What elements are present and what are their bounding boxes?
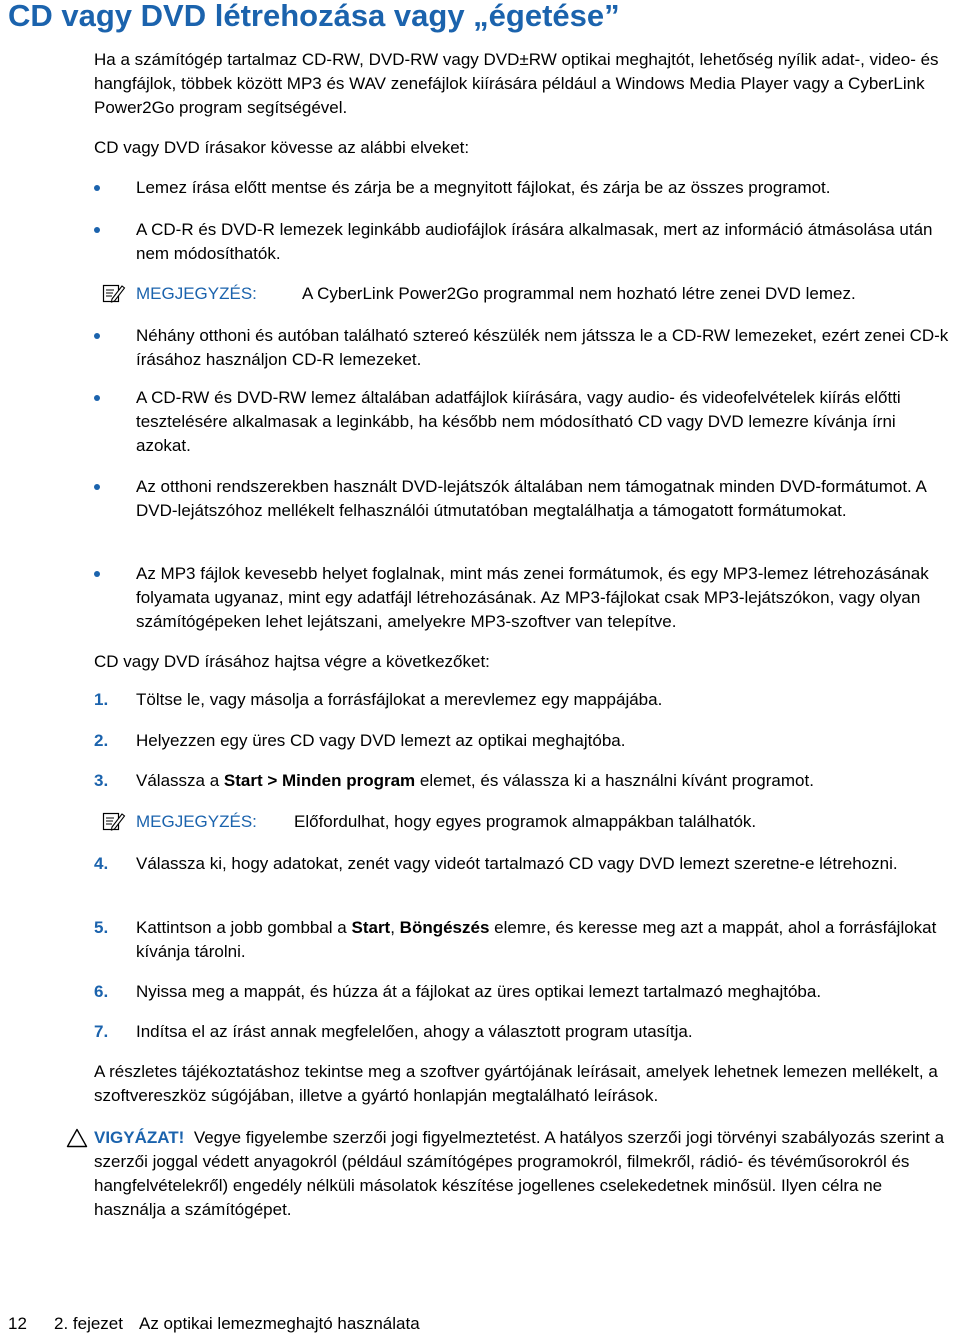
steps-lead: CD vagy DVD írásához hajtsa végre a következőket: bbox=[94, 652, 490, 671]
menu-term: Start bbox=[351, 918, 391, 937]
step-number: 7. bbox=[94, 1022, 109, 1041]
step-item bbox=[94, 852, 952, 876]
step-number: 1. bbox=[94, 690, 109, 709]
page-footer bbox=[8, 1312, 420, 1336]
step-text bbox=[136, 769, 952, 793]
step-text-part: elemre, és keresse meg azt a mappát, ahol a forrásfájlokat kívánja tárolni. bbox=[136, 918, 937, 961]
caution-triangle-icon bbox=[66, 1128, 88, 1155]
menu-separator: > bbox=[262, 771, 282, 790]
note-text: Előfordulhat, hogy egyes programok almappákban találhatók. bbox=[294, 812, 757, 831]
step-item bbox=[94, 688, 952, 712]
note-text: A CyberLink Power2Go programmal nem hozható létre zenei DVD lemez. bbox=[302, 284, 856, 303]
list-item bbox=[94, 386, 952, 458]
chapter-title: Az optikai lemezmeghajtó használata bbox=[139, 1314, 420, 1333]
step-text: Helyezzen egy üres CD vagy DVD lemezt az optikai meghajtóba. bbox=[136, 731, 626, 750]
list-item bbox=[94, 324, 952, 372]
intro-paragraph: Ha a számítógép tartalmaz CD-RW, DVD-RW vagy DVD±RW optikai meghajtót, lehetőség nyílik adat-, video- és hangfájlok, többek között MP3 és WAV zenefájlok kiírására például a Windows Media Player vagy a CyberLink Power2Go program segítségével. bbox=[94, 50, 939, 117]
bullet-dot-icon bbox=[94, 333, 100, 339]
step-number: 2. bbox=[94, 731, 109, 750]
step-text-part: Válassza a bbox=[136, 771, 224, 790]
step-item bbox=[94, 980, 952, 1004]
menu-term: Start bbox=[223, 771, 263, 790]
chapter-label: 2. fejezet bbox=[54, 1314, 123, 1333]
note-block bbox=[102, 282, 952, 306]
page-number: 12 bbox=[8, 1314, 27, 1333]
list-item bbox=[94, 475, 952, 523]
page-title: CD vagy DVD létrehozása vagy „égetése” bbox=[8, 0, 620, 33]
note-block bbox=[102, 810, 952, 834]
list-item-text: Az otthoni rendszerekben használt DVD-lejátszók általában nem támogatnak minden DVD-formátumot. A DVD-lejátszóhoz mellékelt felhasználói útmutatóban megtalálhatja a támogatott formátumokat. bbox=[136, 477, 926, 520]
step-number: 5. bbox=[94, 918, 109, 937]
step-item bbox=[94, 916, 952, 964]
more-info-paragraph: A részletes tájékoztatáshoz tekintse meg a szoftver gyártójának leírásait, amelyek lehetnek lemezen mellékelt, a szoftvereszköz súgójában, illetve a gyártó honlapján megtalálható leírások. bbox=[94, 1062, 938, 1105]
list-item-text: A CD-R és DVD-R lemezek leginkább audiofájlok írására alkalmasak, mert az információ átmásolása után nem módosíthatók. bbox=[136, 220, 933, 263]
list-item-text: Néhány otthoni és autóban található sztereó készülék nem játssza le a CD-RW lemezeket, ezért zenei CD-k írásához használjon CD-R lemezeket. bbox=[136, 326, 949, 369]
step-text: Nyissa meg a mappát, és húzza át a fájlokat az üres optikai lemezt tartalmazó meghajtóba. bbox=[136, 982, 822, 1001]
step-text: Válassza ki, hogy adatokat, zenét vagy videót tartalmazó CD vagy DVD lemezt szeretne-e létrehozni. bbox=[136, 854, 898, 873]
step-item bbox=[94, 769, 952, 793]
caution-content bbox=[94, 1128, 944, 1219]
note-pencil-icon bbox=[102, 810, 126, 839]
list-item-text: Lemez írása előtt mentse és zárja be a megnyitott fájlokat, és zárja be az összes programot. bbox=[136, 178, 831, 197]
list-item-text: A CD-RW és DVD-RW lemez általában adatfájlok kiírására, vagy audio- és videofelvételek kiírás előtti tesztelésére alkalmasak a leginkább, ha később nem módosítható CD vagy DVD lemezre kívánja írni azokat. bbox=[136, 388, 901, 455]
list-item bbox=[94, 218, 952, 266]
step-item bbox=[94, 1020, 952, 1044]
guidelines-lead: CD vagy DVD írásakor kövesse az alábbi elveket: bbox=[94, 138, 470, 157]
caution-label: VIGYÁZAT! bbox=[94, 1128, 185, 1147]
step-text-part: Kattintson a jobb gombbal a bbox=[136, 918, 352, 937]
step-text-part: , bbox=[390, 918, 400, 937]
note-label: MEGJEGYZÉS: bbox=[136, 812, 257, 831]
step-number: 3. bbox=[94, 771, 109, 790]
list-item bbox=[94, 176, 952, 200]
list-item-text: Az MP3 fájlok kevesebb helyet foglalnak, mint más zenei formátumok, és egy MP3-lemez létrehozásának folyamata ugyanaz, mint egy adatfájl létrehozásának. Az MP3-fájlokat csak MP3-lejátszókon, vagy olyan számítógépeken lehet lejátszani, amelyekre MP3-szoftver van telepítve. bbox=[136, 564, 929, 631]
step-number: 4. bbox=[94, 854, 109, 873]
step-text: Indítsa el az írást annak megfelelően, ahogy a választott program utasítja. bbox=[136, 1022, 693, 1041]
list-item bbox=[94, 562, 952, 634]
bullet-dot-icon bbox=[94, 185, 100, 191]
step-text: Töltse le, vagy másolja a forrásfájlokat a merevlemez egy mappájába. bbox=[136, 690, 663, 709]
bullet-dot-icon bbox=[94, 227, 100, 233]
menu-term: Böngészés bbox=[399, 918, 490, 937]
bullet-dot-icon bbox=[94, 571, 100, 577]
caution-text: Vegye figyelembe szerzői jogi figyelmeztetést. A hatályos szerzői jogi törvényi szabályozás szerint a szerzői joggal védett anyagokról (például számítógépes programokról, filmekről, rádió- és tévéműsorokról és hangfelvételekről) engedély nélküli másolatok készítése jogellenes cselekedetnek minősül. Ilyen célra ne használja a számítógépet. bbox=[94, 1128, 945, 1219]
bullet-dot-icon bbox=[94, 484, 100, 490]
step-text-part: elemet, és válassza ki a használni kívánt programot. bbox=[415, 771, 814, 790]
menu-term: Minden program bbox=[282, 771, 416, 790]
step-item bbox=[94, 729, 952, 753]
note-pencil-icon bbox=[102, 282, 126, 311]
step-text bbox=[136, 916, 952, 964]
bullet-dot-icon bbox=[94, 395, 100, 401]
caution-block bbox=[94, 1126, 952, 1222]
step-number: 6. bbox=[94, 982, 109, 1001]
note-label: MEGJEGYZÉS: bbox=[136, 284, 257, 303]
